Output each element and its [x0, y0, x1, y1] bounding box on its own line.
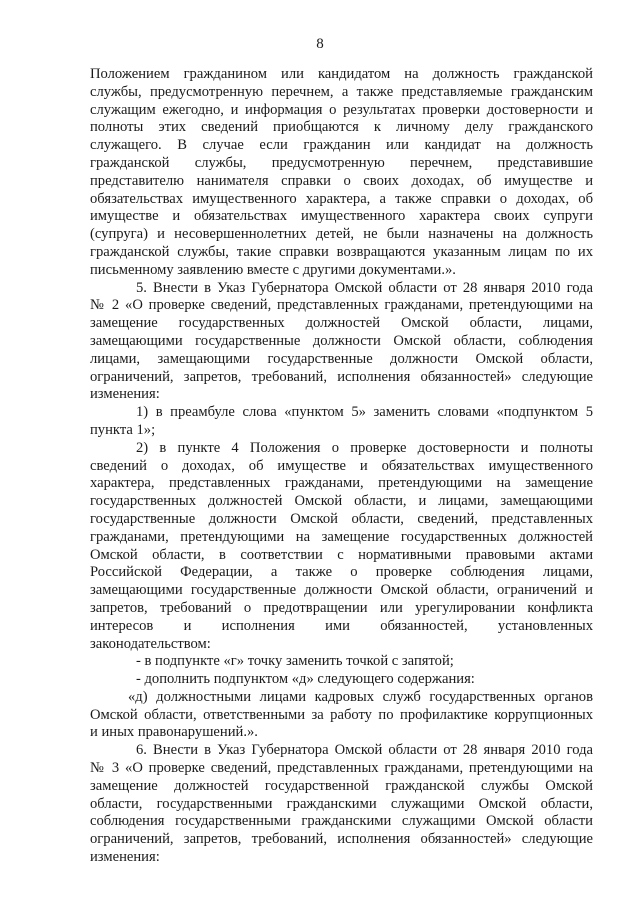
text-line: запретов, требований о предотвращении или урегулировании конфликта: [90, 599, 593, 616]
text-line: Российской Федерации, а также о проверке соблюдения лицами,: [90, 564, 593, 581]
text-line: службы, предусмотренную перечнем, а также представляемые гражданским: [90, 83, 593, 100]
text-line: (супруга) и несовершеннолетних детей, не были назначены на должность: [90, 226, 593, 243]
text-line: сведений о доходах, об имуществе и обязательствах имущественного: [90, 457, 593, 474]
text-line: государственные должности Омской области, сведений, представленных: [90, 510, 593, 527]
text-line: изменения:: [90, 849, 160, 866]
text-line: 1) в преамбуле слова «пунктом 5» заменить словами «подпунктом 5: [136, 404, 593, 421]
text-line: гражданами, претендующими на замещение государственных должностей: [90, 528, 593, 545]
text-line: ограничений, запретов, требований, исполнения обязанностей» следующие: [90, 831, 593, 848]
text-line: замещающими государственные должности Омской области, соблюдения: [90, 332, 593, 349]
text-line: полноты этих сведений приобщаются к личному делу гражданского: [90, 119, 593, 136]
text-line: письменному заявлению вместе с другими документами.».: [90, 261, 456, 278]
text-line: и иных правонарушений.».: [90, 724, 258, 741]
text-line: 5. Внести в Указ Губернатора Омской области от 28 января 2010 года: [136, 279, 593, 296]
document-body: [90, 66, 593, 867]
text-line: государственных должностей Омской области, и лицами, замещающими: [90, 493, 593, 510]
text-line: изменения:: [90, 386, 160, 403]
text-line: служащим ежегодно, и информация о результатах проверки достоверности и: [90, 101, 593, 118]
text-line: пункта 1»;: [90, 421, 156, 438]
text-line: Положением гражданином или кандидатом на должность гражданской: [90, 66, 593, 82]
text-line: лицами, замещающими государственные должности Омской области,: [90, 350, 593, 367]
text-line: характера, представленных гражданами, претендующими на замещение: [90, 475, 593, 492]
text-line: замещение государственных должностей Омской области, лицами,: [90, 315, 593, 332]
text-line: замещающими государственные должности Омской области, ограничений и: [90, 582, 593, 599]
text-line: служащего. В случае если гражданин или кандидат на должность: [90, 137, 593, 154]
text-line: - в подпункте «г» точку заменить точкой с запятой;: [136, 653, 454, 670]
text-line: Омской области, в соответствии с нормативными правовыми актами: [90, 546, 593, 563]
text-line: области, государственными гражданскими служащими Омской области,: [90, 795, 593, 812]
text-line: «д) должностными лицами кадровых служб государственных органов: [128, 688, 593, 705]
text-line: № 2 «О проверке сведений, представленных гражданами, претендующими на: [90, 297, 593, 314]
text-line: имуществе и обязательствах имущественного характера своих супруги: [90, 208, 593, 225]
page-number: 8: [316, 36, 324, 52]
text-line: 2) в пункте 4 Положения о проверке достоверности и полноты: [136, 439, 593, 456]
text-line: Омской области, ответственными за работу по профилактике коррупционных: [90, 706, 593, 723]
text-line: законодательством:: [90, 635, 211, 652]
text-line: ограничений, запретов, требований, исполнения обязанностей» следующие: [90, 368, 593, 385]
text-line: гражданской службы, такие справки возвращаются указанным лицам по их: [90, 243, 593, 260]
text-line: замещение должностей государственной гражданской службы Омской: [90, 777, 593, 794]
text-line: гражданской службы, предусмотренную перечнем, представившие: [90, 154, 593, 171]
text-line: 6. Внести в Указ Губернатора Омской области от 28 января 2010 года: [136, 742, 593, 759]
text-line: соблюдения государственными гражданскими служащими Омской области: [90, 813, 593, 830]
text-line: № 3 «О проверке сведений, представленных гражданами, претендующими на: [90, 760, 593, 777]
text-line: представителю нанимателя справки о своих доходах, об имуществе и: [90, 172, 593, 189]
text-line: - дополнить подпунктом «д» следующего содержания:: [136, 671, 475, 688]
text-line: интересов и исполнения ими обязанностей, установленных: [90, 617, 593, 634]
text-line: обязательствах имущественного характера, а также справки о доходах, об: [90, 190, 593, 207]
